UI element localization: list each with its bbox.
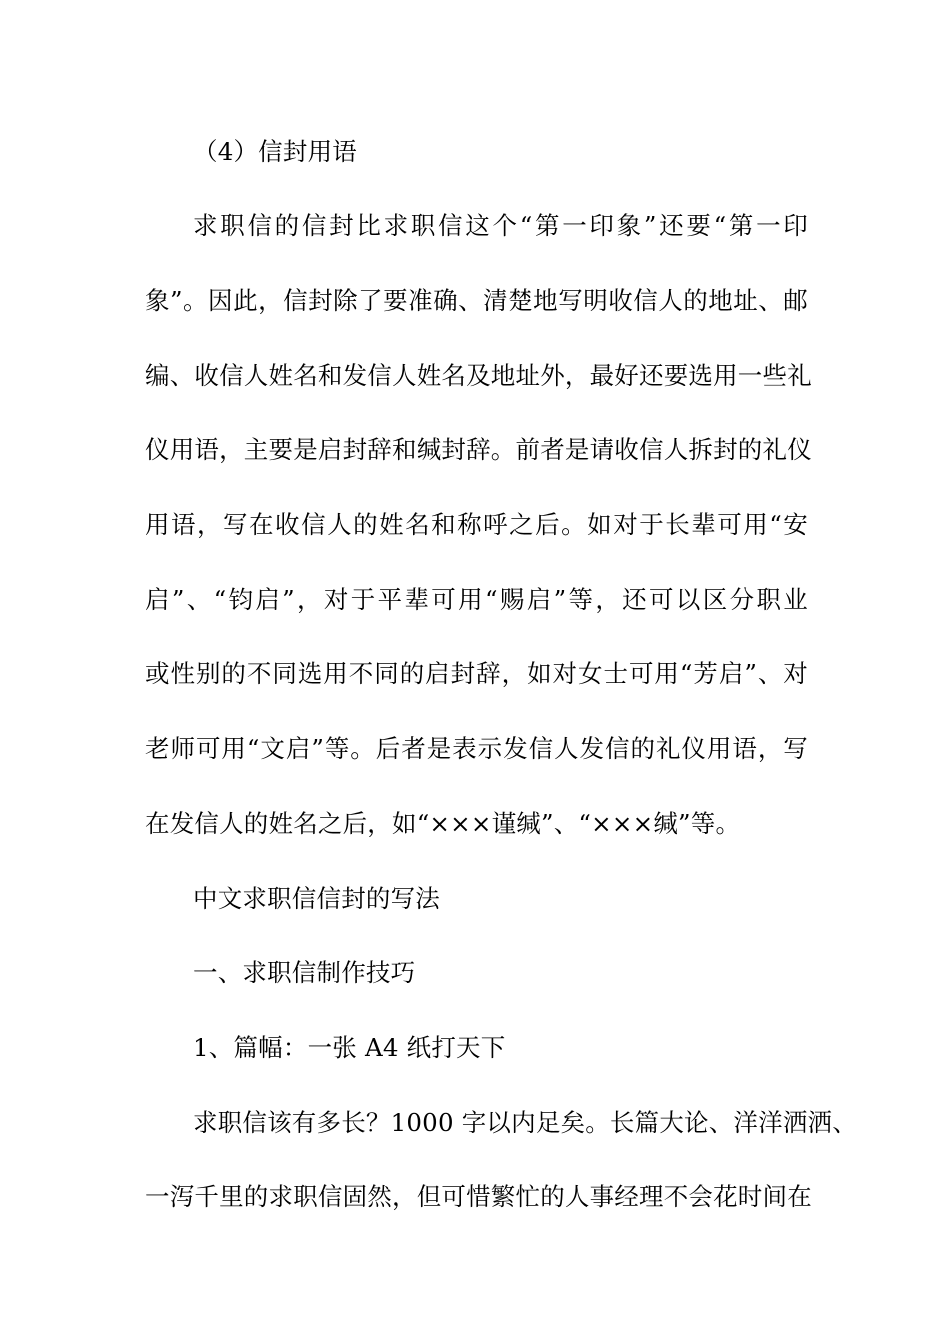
paragraph-line: 用语，写在收信人的姓名和称呼之后。如对于长辈可用“安 [145, 510, 808, 539]
paragraph-line: 老师可用“文启”等。后者是表示发信人发信的礼仪用语，写 [145, 734, 808, 763]
paragraph-line: 启”、“钧启”，对于平辈可用“赐启”等，还可以区分职业 [145, 585, 808, 614]
heading-envelope-terms: （4）信封用语 [193, 137, 357, 166]
paragraph-line: 或性别的不同选用不同的启封辞，如对女士可用“芳启”、对 [145, 659, 808, 688]
paragraph-line: 编、收信人姓名和发信人姓名及地址外，最好还要选用一些礼 [145, 361, 812, 390]
section-title: 中文求职信信封的写法 [193, 884, 440, 913]
paragraph-line: 在发信人的姓名之后，如“×××谨缄”、“×××缄”等。 [145, 809, 741, 838]
paragraph-line: 求职信的信封比求职信这个“第一印象”还要“第一印 [193, 211, 808, 240]
paragraph-line: 象”。因此，信封除了要准确、清楚地写明收信人的地址、邮 [145, 286, 808, 315]
subsection-title: 一、求职信制作技巧 [193, 958, 416, 987]
paragraph-line: 一泻千里的求职信固然，但可惜繁忙的人事经理不会花时间在 [145, 1182, 812, 1211]
paragraph-line: 仪用语，主要是启封辞和缄封辞。前者是请收信人拆封的礼仪 [145, 435, 812, 464]
item-title: 1、篇幅：一张 A4 纸打天下 [193, 1033, 506, 1062]
paragraph-line: 求职信该有多长？1000 字以内足矣。长篇大论、洋洋洒洒、 [193, 1108, 857, 1137]
